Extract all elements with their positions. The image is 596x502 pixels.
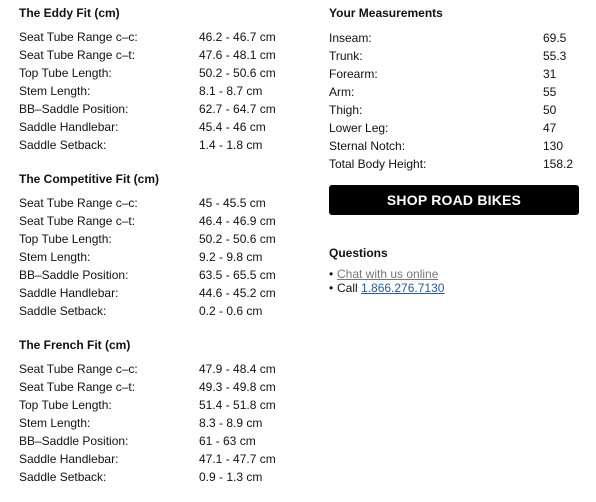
questions-title: Questions	[329, 246, 388, 260]
fit-row	[19, 230, 309, 248]
fit-row	[19, 450, 309, 468]
measurement-row	[329, 119, 581, 137]
fit-value: 8.1 - 8.7 cm	[199, 84, 263, 98]
call-prefix: Call	[337, 281, 358, 295]
fit-value: 44.6 - 45.2 cm	[199, 286, 276, 300]
fit-label: Seat Tube Range c–t:	[19, 48, 136, 62]
fit-label: Stem Length:	[19, 416, 91, 430]
fit-label: Saddle Setback:	[19, 138, 107, 152]
measurement-row	[329, 101, 581, 119]
fit-value: 61 - 63 cm	[199, 434, 256, 448]
fit-row	[19, 360, 309, 378]
fit-label: Top Tube Length:	[19, 232, 112, 246]
fit-row	[19, 118, 309, 136]
fit-row	[19, 414, 309, 432]
measurement-row	[329, 155, 581, 173]
competitive-fit-section	[19, 170, 309, 320]
measurement-value: 55	[543, 85, 557, 99]
measurement-row	[329, 83, 581, 101]
fit-row	[19, 136, 309, 154]
fit-row	[19, 302, 309, 320]
fit-row	[19, 212, 309, 230]
measurement-row	[329, 65, 581, 83]
fit-label: BB–Saddle Position:	[19, 268, 129, 282]
shop-road-bikes-button[interactable]: SHOP ROAD BIKES	[329, 185, 579, 215]
fit-label: Saddle Handlebar:	[19, 452, 119, 466]
fit-value: 51.4 - 51.8 cm	[199, 398, 276, 412]
measurement-row	[329, 29, 581, 47]
fit-row	[19, 396, 309, 414]
fit-value: 63.5 - 65.5 cm	[199, 268, 276, 282]
measurement-label: Thigh:	[329, 103, 363, 117]
bullet: •	[329, 281, 334, 295]
fit-row	[19, 28, 309, 46]
measurement-row	[329, 47, 581, 65]
fit-results-column	[19, 4, 309, 502]
measurement-label: Lower Leg:	[329, 121, 389, 135]
fit-label: Seat Tube Range c–c:	[19, 362, 138, 376]
measurement-row	[329, 137, 581, 155]
fit-label: Top Tube Length:	[19, 66, 112, 80]
fit-label: Saddle Handlebar:	[19, 286, 119, 300]
measurement-label: Forearm:	[329, 67, 378, 81]
measurement-value: 158.2	[543, 157, 574, 171]
fit-row	[19, 378, 309, 396]
french-fit-section	[19, 336, 309, 486]
fit-row	[19, 82, 309, 100]
bullet: •	[329, 267, 334, 281]
measurement-label: Total Body Height:	[329, 157, 427, 171]
fit-value: 0.2 - 0.6 cm	[199, 304, 263, 318]
fit-label: Stem Length:	[19, 250, 91, 264]
fit-row	[19, 64, 309, 82]
chat-item	[329, 267, 581, 281]
fit-row	[19, 432, 309, 450]
measurement-value: 55.3	[543, 49, 567, 63]
fit-row	[19, 248, 309, 266]
fit-value: 62.7 - 64.7 cm	[199, 102, 276, 116]
phone-link[interactable]: 1.866.276.7130	[361, 281, 445, 295]
measurement-label: Inseam:	[329, 31, 372, 45]
fit-label: Seat Tube Range c–c:	[19, 196, 138, 210]
fit-value: 50.2 - 50.6 cm	[199, 66, 276, 80]
fit-value: 8.3 - 8.9 cm	[199, 416, 263, 430]
fit-value: 45.4 - 46 cm	[199, 120, 266, 134]
fit-value: 45 - 45.5 cm	[199, 196, 266, 210]
fit-value: 46.2 - 46.7 cm	[199, 30, 276, 44]
fit-label: Stem Length:	[19, 84, 91, 98]
fit-label: Saddle Handlebar:	[19, 120, 119, 134]
fit-value: 49.3 - 49.8 cm	[199, 380, 276, 394]
measurement-label: Trunk:	[329, 49, 363, 63]
fit-value: 46.4 - 46.9 cm	[199, 214, 276, 228]
fit-value: 0.9 - 1.3 cm	[199, 470, 263, 484]
measurement-label: Arm:	[329, 85, 355, 99]
chat-link[interactable]: Chat with us online	[337, 267, 439, 281]
measurement-value: 47	[543, 121, 557, 135]
measurements-title: Your Measurements	[329, 6, 443, 20]
fit-row	[19, 100, 309, 118]
measurement-value: 69.5	[543, 31, 567, 45]
eddy-fit-section	[19, 4, 309, 154]
fit-value: 1.4 - 1.8 cm	[199, 138, 263, 152]
measurement-value: 31	[543, 67, 557, 81]
fit-label: Seat Tube Range c–t:	[19, 380, 136, 394]
fit-row	[19, 468, 309, 486]
call-item	[329, 281, 581, 295]
fit-value: 47.1 - 47.7 cm	[199, 452, 276, 466]
fit-row	[19, 284, 309, 302]
fit-label: BB–Saddle Position:	[19, 434, 129, 448]
section-title: The French Fit (cm)	[19, 338, 131, 352]
fit-value: 47.6 - 48.1 cm	[199, 48, 276, 62]
fit-label: Saddle Setback:	[19, 470, 107, 484]
fit-label: Top Tube Length:	[19, 398, 112, 412]
measurement-value: 50	[543, 103, 557, 117]
fit-row	[19, 46, 309, 64]
fit-label: Saddle Setback:	[19, 304, 107, 318]
fit-value: 50.2 - 50.6 cm	[199, 232, 276, 246]
fit-value: 9.2 - 9.8 cm	[199, 250, 263, 264]
measurement-label: Sternal Notch:	[329, 139, 406, 153]
section-title: The Competitive Fit (cm)	[19, 172, 160, 186]
measurements-column	[329, 5, 581, 295]
section-title: The Eddy Fit (cm)	[19, 6, 120, 20]
fit-label: BB–Saddle Position:	[19, 102, 129, 116]
measurement-value: 130	[543, 139, 564, 153]
fit-label: Seat Tube Range c–c:	[19, 30, 138, 44]
fit-value: 47.9 - 48.4 cm	[199, 362, 276, 376]
fit-label: Seat Tube Range c–t:	[19, 214, 136, 228]
fit-row	[19, 266, 309, 284]
fit-row	[19, 194, 309, 212]
